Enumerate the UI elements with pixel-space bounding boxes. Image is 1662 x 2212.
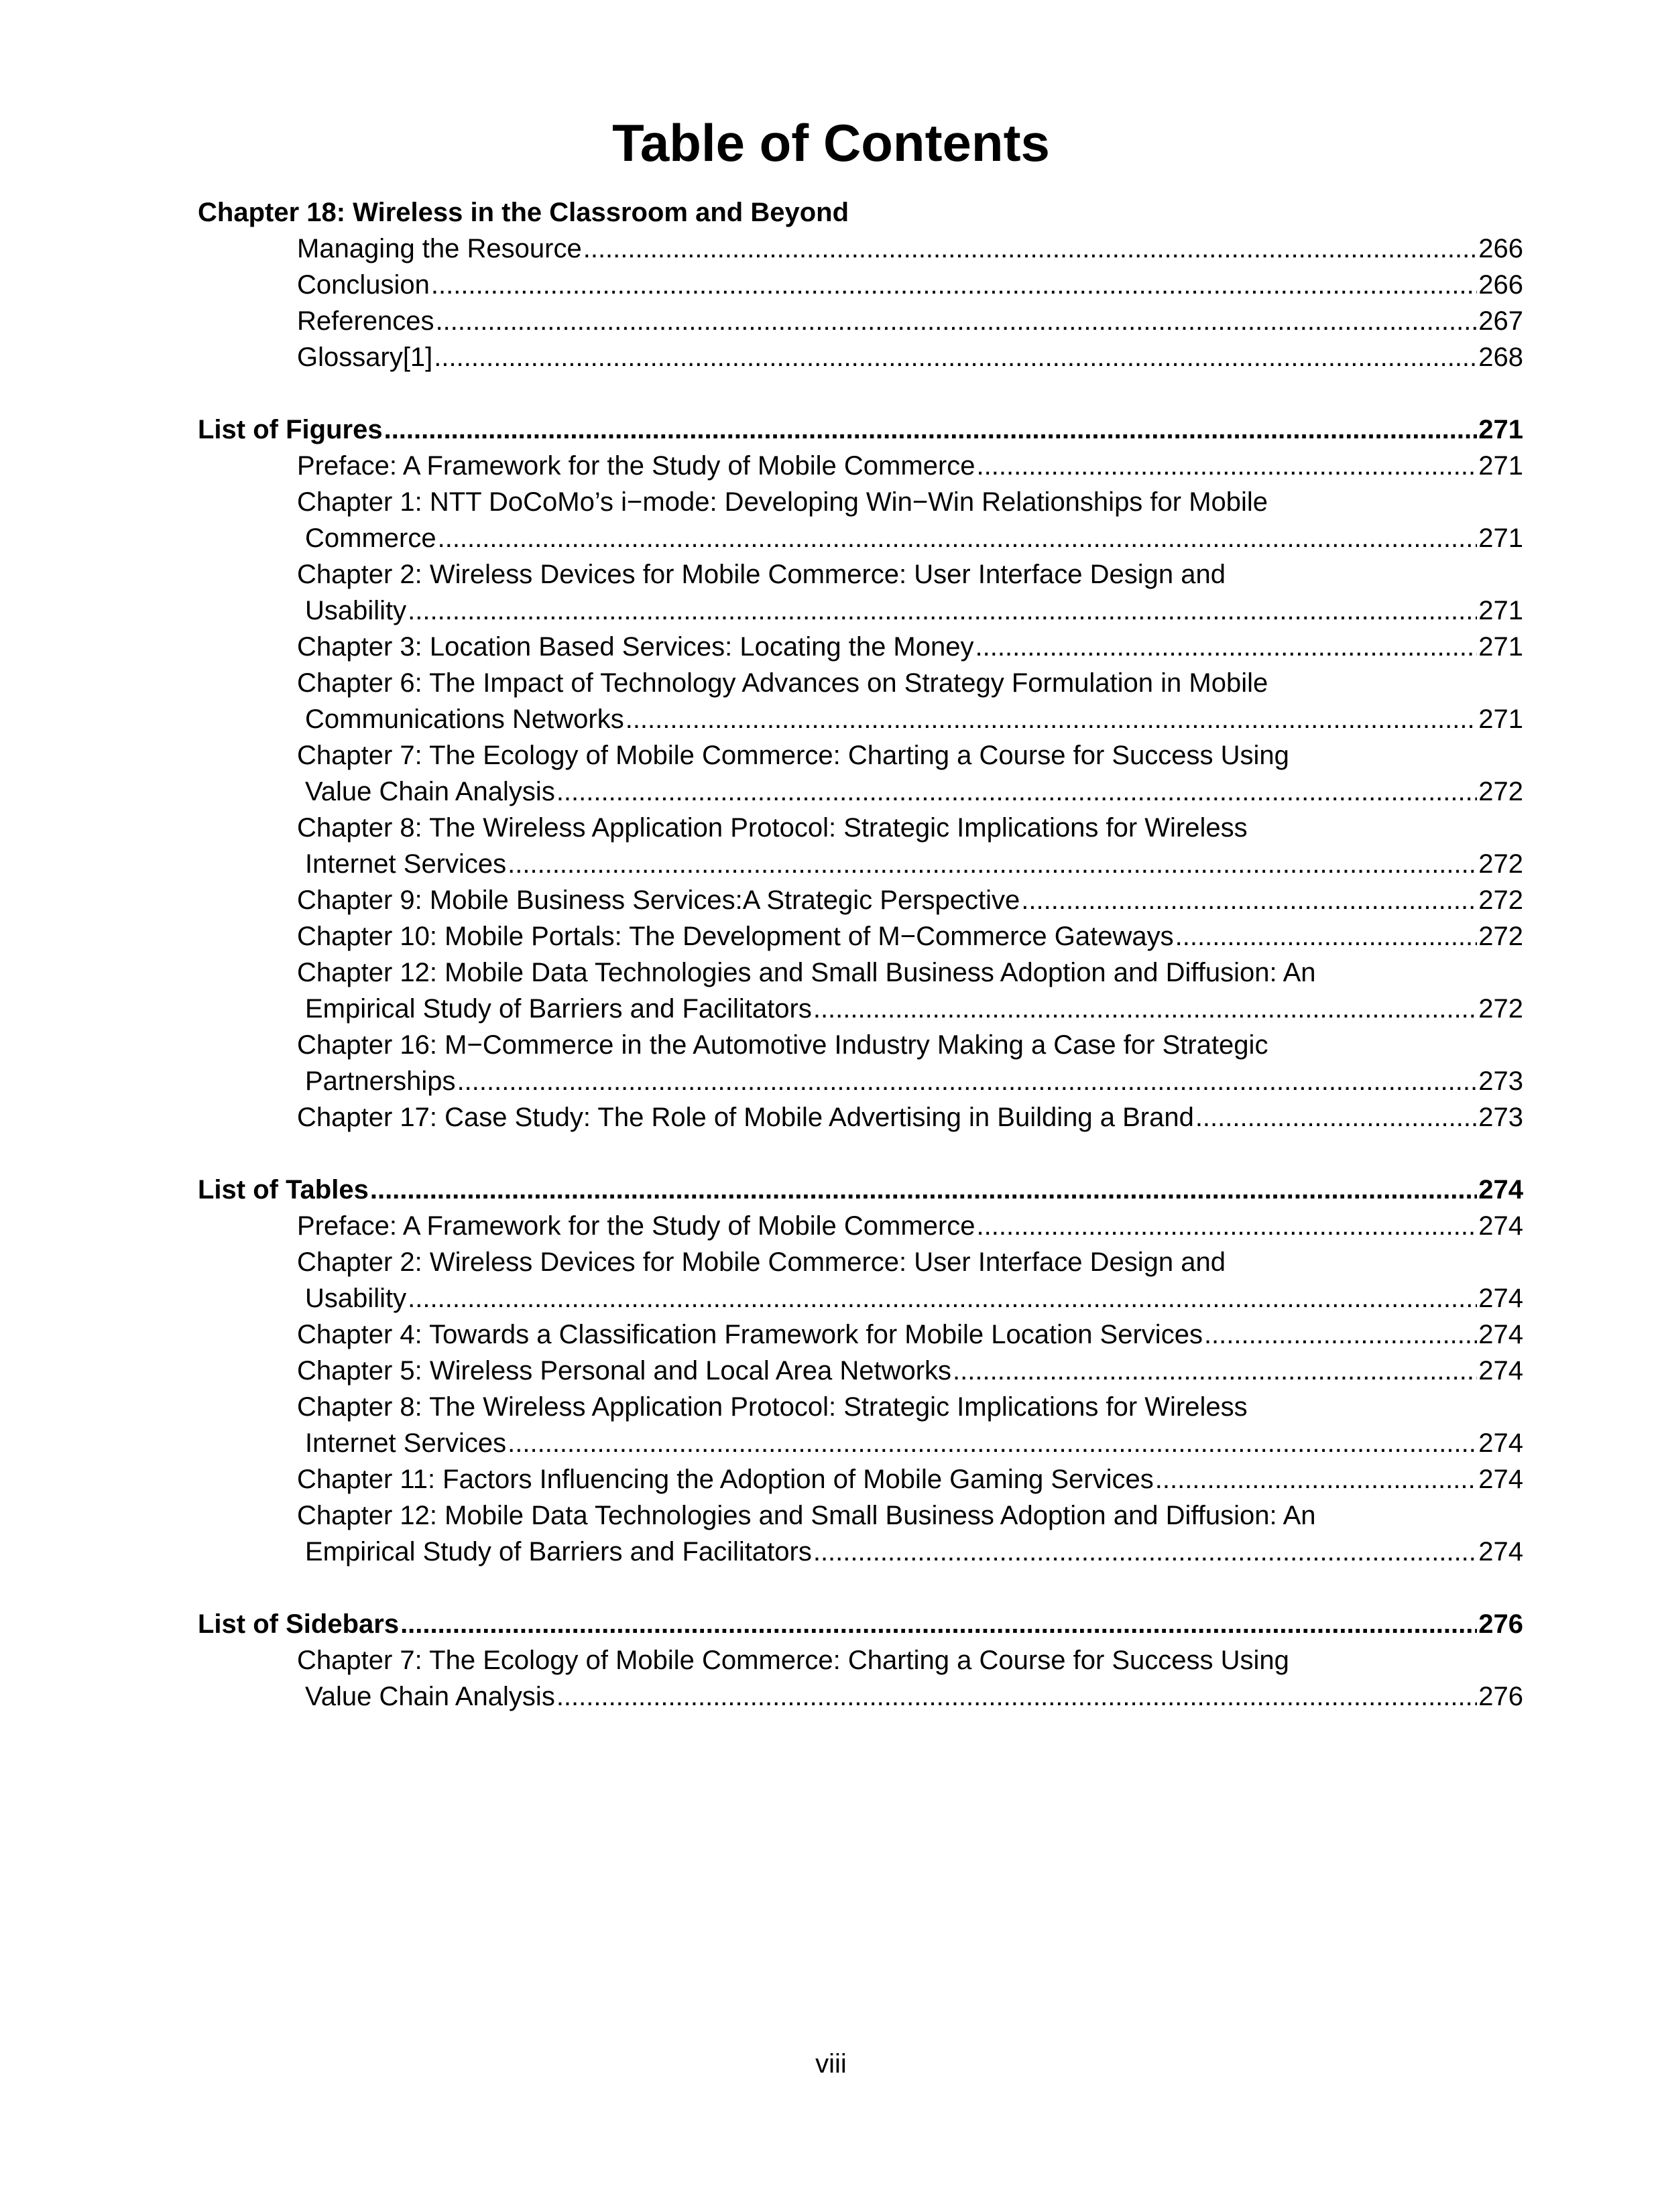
toc-entry[interactable]	[198, 882, 1523, 918]
entry-page[interactable]: 271	[1478, 704, 1523, 734]
entry-text[interactable]: Chapter 11: Factors Influencing the Adoption of Mobile Gaming Services	[297, 1465, 1154, 1494]
leader-dots	[583, 231, 1478, 267]
entry-text-cont[interactable]: Empirical Study of Barriers and Facilitators	[305, 1537, 812, 1566]
toc-entry-continuation[interactable]	[198, 1678, 1523, 1715]
leader-dots	[370, 1172, 1477, 1208]
entry-text[interactable]: Chapter 2: Wireless Devices for Mobile Commerce: User Interface Design and	[297, 560, 1226, 589]
toc-entry[interactable]	[198, 484, 1523, 520]
entry-page[interactable]: 274	[1478, 1428, 1523, 1458]
entry-page[interactable]: 266	[1478, 234, 1523, 263]
entry-text[interactable]: Chapter 9: Mobile Business Services:A Strategic Perspective	[297, 885, 1020, 915]
toc-entry-continuation[interactable]	[198, 1063, 1523, 1099]
toc-entry[interactable]	[198, 1461, 1523, 1497]
toc-entry-continuation[interactable]	[198, 1280, 1523, 1316]
leader-dots	[457, 1063, 1478, 1099]
toc-entry[interactable]	[198, 231, 1523, 267]
toc-entry-continuation[interactable]	[198, 1425, 1523, 1461]
toc-entry[interactable]	[198, 1353, 1523, 1389]
section-list-of-figures	[198, 412, 1523, 1135]
entry-page[interactable]: 272	[1478, 777, 1523, 806]
entry-page[interactable]: 272	[1478, 849, 1523, 879]
leader-dots	[508, 1425, 1477, 1461]
entry-text[interactable]: Chapter 7: The Ecology of Mobile Commerce: Charting a Course for Success Using	[297, 1646, 1289, 1675]
toc-entry[interactable]	[198, 1497, 1523, 1534]
entry-text[interactable]: Glossary[1]	[297, 343, 433, 372]
entry-page[interactable]: 273	[1478, 1103, 1523, 1132]
toc-entry[interactable]	[198, 303, 1523, 339]
list-heading-tables[interactable]	[198, 1172, 1523, 1208]
entry-page[interactable]: 272	[1478, 994, 1523, 1024]
entry-text[interactable]: Chapter 8: The Wireless Application Protocol: Strategic Implications for Wireless	[297, 813, 1248, 843]
list-heading-text[interactable]: List of Figures	[198, 415, 383, 444]
list-heading-figures[interactable]	[198, 412, 1523, 448]
leader-dots	[400, 1606, 1477, 1642]
entry-text[interactable]: Conclusion	[297, 270, 430, 300]
toc-entry[interactable]	[198, 737, 1523, 774]
toc-entry[interactable]	[198, 556, 1523, 593]
entry-text-cont[interactable]: Commerce	[305, 524, 436, 553]
entry-text[interactable]: Chapter 16: M−Commerce in the Automotive Industry Making a Case for Strategic	[297, 1030, 1268, 1060]
entry-text-cont[interactable]: Empirical Study of Barriers and Facilitators	[305, 994, 812, 1024]
entry-page[interactable]: 267	[1478, 306, 1523, 336]
leader-dots	[977, 1208, 1478, 1244]
toc-entry-continuation[interactable]	[198, 520, 1523, 556]
list-heading-page[interactable]: 276	[1478, 1609, 1523, 1639]
leader-dots	[975, 629, 1478, 665]
entry-text-cont[interactable]: Internet Services	[305, 849, 507, 879]
toc-entry-continuation[interactable]	[198, 846, 1523, 882]
entry-text[interactable]: Chapter 12: Mobile Data Technologies and Small Business Adoption and Diffusion: An	[297, 958, 1316, 987]
entry-page[interactable]: 274	[1478, 1320, 1523, 1349]
entry-page[interactable]: 268	[1478, 343, 1523, 372]
leader-dots	[556, 774, 1477, 810]
leader-dots	[626, 701, 1478, 737]
leader-dots	[813, 1534, 1477, 1570]
toc-entry[interactable]	[198, 1642, 1523, 1678]
entry-text[interactable]: Chapter 4: Towards a Classification Framework for Mobile Location Services	[297, 1320, 1203, 1349]
entry-page[interactable]: 266	[1478, 270, 1523, 300]
chapter-heading	[198, 194, 1523, 231]
entry-text[interactable]: Preface: A Framework for the Study of Mobile Commerce	[297, 1211, 975, 1241]
leader-dots	[556, 1678, 1477, 1715]
entry-page[interactable]: 274	[1478, 1211, 1523, 1241]
leader-dots	[384, 412, 1478, 448]
toc-entry[interactable]	[198, 339, 1523, 375]
entry-text-cont[interactable]: Usability	[305, 1284, 407, 1313]
list-heading-text[interactable]: List of Sidebars	[198, 1609, 400, 1639]
entry-page[interactable]: 274	[1478, 1465, 1523, 1494]
entry-text-cont[interactable]: Partnerships	[305, 1066, 456, 1096]
leader-dots	[431, 267, 1477, 303]
entry-page[interactable]: 274	[1478, 1284, 1523, 1313]
entry-text[interactable]: Chapter 12: Mobile Data Technologies and Small Business Adoption and Diffusion: An	[297, 1501, 1316, 1530]
toc-entry[interactable]	[198, 1208, 1523, 1244]
leader-dots	[953, 1353, 1477, 1389]
entry-text[interactable]: Chapter 8: The Wireless Application Protocol: Strategic Implications for Wireless	[297, 1392, 1248, 1422]
entry-text[interactable]: Managing the Resource	[297, 234, 582, 263]
leader-dots	[438, 520, 1478, 556]
entry-text[interactable]: Chapter 5: Wireless Personal and Local Area Networks	[297, 1356, 952, 1386]
list-heading-page[interactable]: 271	[1478, 415, 1523, 444]
toc-entry[interactable]	[198, 629, 1523, 665]
list-heading-page[interactable]: 274	[1478, 1175, 1523, 1205]
toc-entry-continuation[interactable]	[198, 593, 1523, 629]
leader-dots	[408, 1280, 1477, 1316]
entry-text-cont[interactable]: Value Chain Analysis	[305, 777, 555, 806]
section-list-of-tables	[198, 1172, 1523, 1570]
entry-page[interactable]: 273	[1478, 1066, 1523, 1096]
toc-entry[interactable]	[198, 1099, 1523, 1135]
page-title: Table of Contents	[612, 113, 1050, 172]
entry-text[interactable]: Chapter 10: Mobile Portals: The Development of M−Commerce Gateways	[297, 922, 1174, 951]
chapter-heading-text: Chapter 18: Wireless in the Classroom and Beyond	[198, 198, 849, 227]
section-chapter-18	[198, 194, 1523, 375]
leader-dots	[1155, 1461, 1478, 1497]
leader-dots	[1021, 882, 1477, 918]
entry-text-cont[interactable]: Internet Services	[305, 1428, 507, 1458]
leader-dots	[1195, 1099, 1477, 1135]
section-list-of-sidebars	[198, 1606, 1523, 1715]
toc-entry[interactable]	[198, 1316, 1523, 1353]
entry-text[interactable]: Preface: A Framework for the Study of Mobile Commerce	[297, 451, 975, 481]
entry-page[interactable]: 272	[1478, 885, 1523, 915]
entry-text[interactable]: Chapter 17: Case Study: The Role of Mobile Advertising in Building a Brand	[297, 1103, 1194, 1132]
toc-entry[interactable]	[198, 665, 1523, 701]
entry-page[interactable]: 271	[1478, 632, 1523, 662]
leader-dots	[813, 991, 1477, 1027]
entry-page[interactable]: 271	[1478, 524, 1523, 553]
leader-dots	[408, 593, 1477, 629]
entry-text-cont[interactable]: Usability	[305, 596, 407, 625]
entry-text[interactable]: Chapter 3: Location Based Services: Locating the Money	[297, 632, 974, 662]
leader-dots	[1175, 918, 1478, 955]
leader-dots	[508, 846, 1477, 882]
entry-text[interactable]: Chapter 6: The Impact of Technology Advances on Strategy Formulation in Mobile	[297, 668, 1268, 698]
entry-text[interactable]: Chapter 2: Wireless Devices for Mobile Commerce: User Interface Design and	[297, 1247, 1226, 1277]
toc-entry-continuation[interactable]	[198, 991, 1523, 1027]
entry-text-cont[interactable]: Value Chain Analysis	[305, 1682, 555, 1711]
toc-entry[interactable]	[198, 1244, 1523, 1280]
toc-entry[interactable]	[198, 1389, 1523, 1425]
entry-page[interactable]: 271	[1478, 596, 1523, 625]
entry-text-cont[interactable]: Communications Networks	[305, 704, 624, 734]
entry-text[interactable]: Chapter 1: NTT DoCoMo’s i−mode: Developing Win−Win Relationships for Mobile	[297, 487, 1268, 517]
entry-page[interactable]: 274	[1478, 1356, 1523, 1386]
entry-page[interactable]: 272	[1478, 922, 1523, 951]
list-heading-sidebars[interactable]	[198, 1606, 1523, 1642]
toc-entry[interactable]	[198, 1027, 1523, 1063]
leader-dots	[434, 339, 1477, 375]
entry-page[interactable]: 271	[1478, 451, 1523, 481]
toc-entry-continuation[interactable]	[198, 701, 1523, 737]
entry-text[interactable]: Chapter 7: The Ecology of Mobile Commerce: Charting a Course for Success Using	[297, 741, 1289, 770]
page-number: viii	[815, 2049, 847, 2079]
list-heading-text[interactable]: List of Tables	[198, 1175, 369, 1205]
toc	[198, 194, 1523, 1751]
leader-dots	[436, 303, 1478, 339]
toc-entry[interactable]	[198, 955, 1523, 991]
toc-entry[interactable]	[198, 448, 1523, 484]
entry-page[interactable]: 274	[1478, 1537, 1523, 1566]
entry-text[interactable]: References	[297, 306, 434, 336]
toc-entry[interactable]	[198, 918, 1523, 955]
leader-dots	[1204, 1316, 1477, 1353]
entry-page[interactable]: 276	[1478, 1682, 1523, 1711]
toc-entry-continuation[interactable]	[198, 774, 1523, 810]
leader-dots	[977, 448, 1478, 484]
toc-entry-continuation[interactable]	[198, 1534, 1523, 1570]
toc-entry[interactable]	[198, 267, 1523, 303]
toc-entry[interactable]	[198, 810, 1523, 846]
